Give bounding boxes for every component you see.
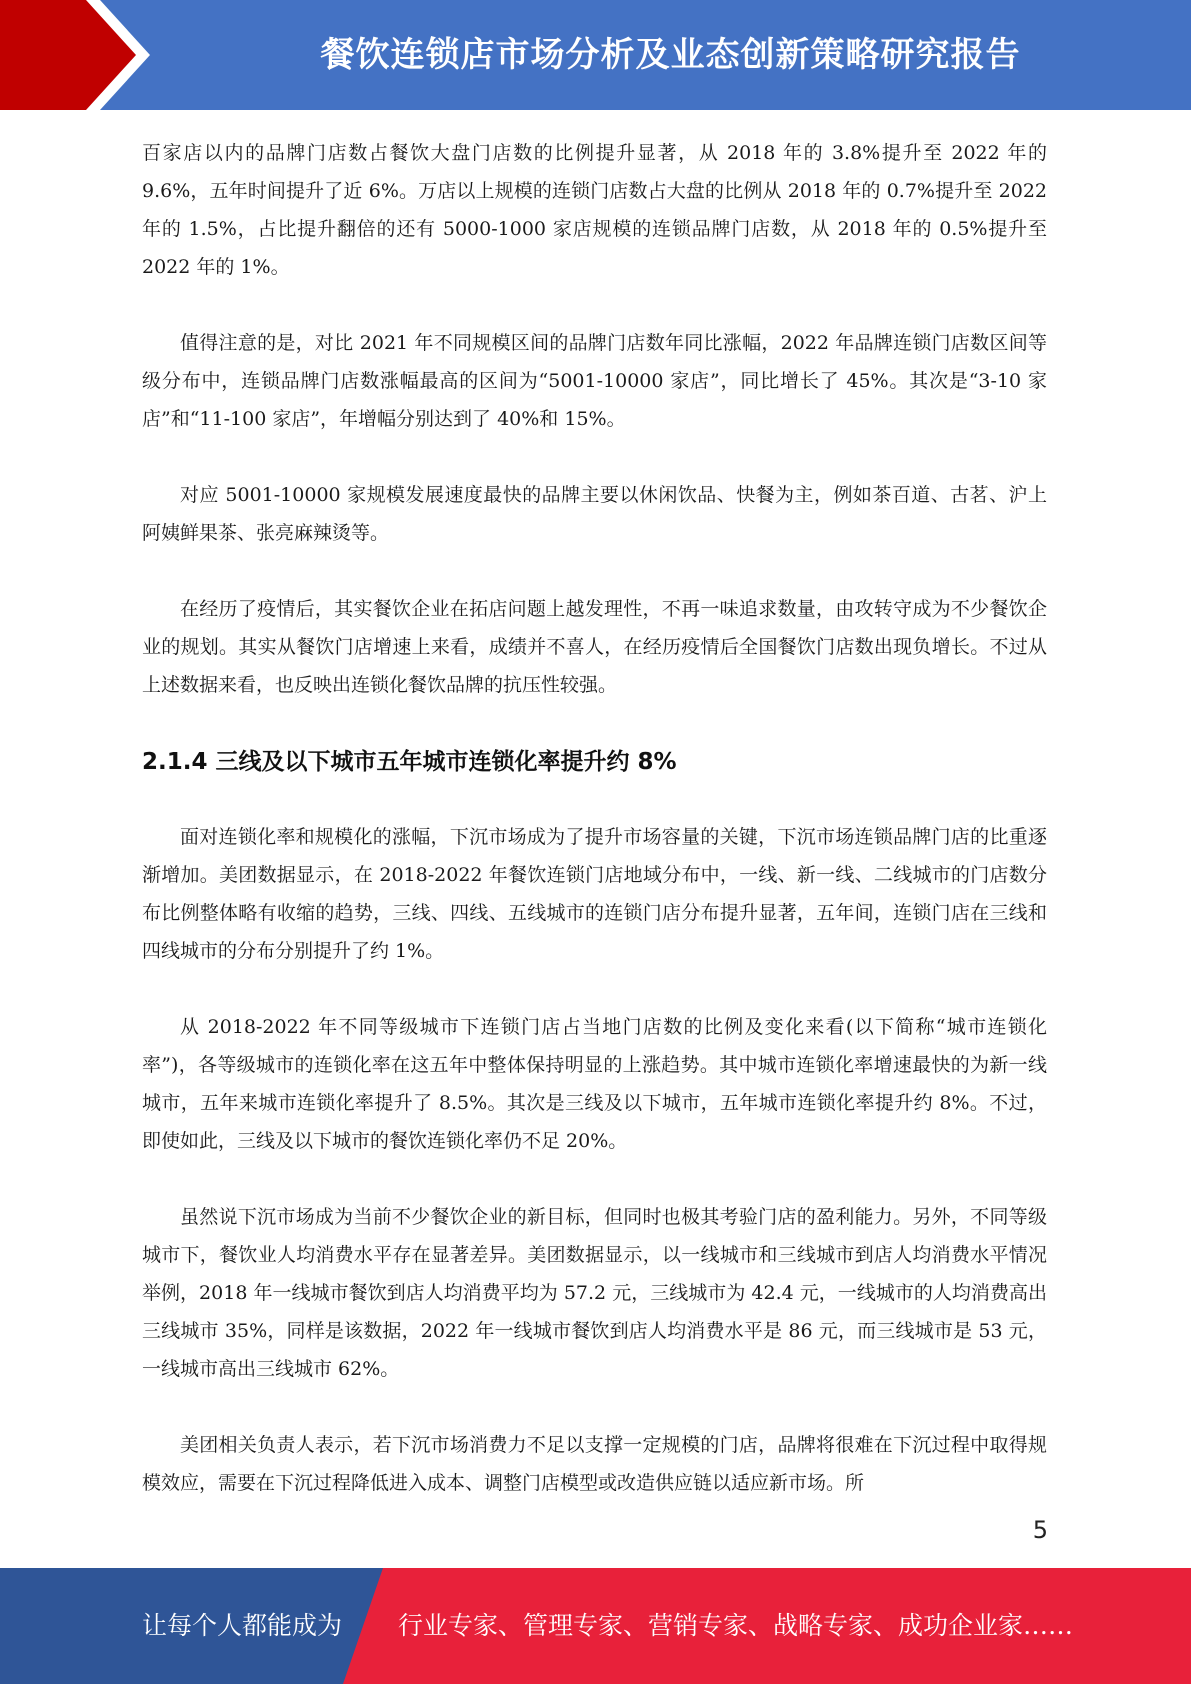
section-heading: 2.1.4 三线及以下城市五年城市连锁化率提升约 8% — [142, 749, 677, 775]
footer-slogan-right: 行业专家、管理专家、营销专家、战略专家、成功企业家…… — [398, 1611, 1074, 1640]
page-header — [0, 0, 1191, 110]
footer-slogan-left: 让每个人都能成为 — [142, 1611, 343, 1640]
header-chevron-decoration — [0, 0, 160, 110]
paragraph-6: 从 2018-2022 年不同等级城市下连锁门店占当地门店数的比例及变化来看(以下简称“城市连锁化率”)，各等级城市的连锁化率在这五年中整体保持明显的上涨趋势。其中城市连锁化率增速最快的为新一线城市，五年来城市连锁化率提升了 8.5%。其次是三线及以下城市，五年城市连锁化率提升约 8%。不过，即使如此，三线及以下城市的餐饮连锁化率仍不足 20%。 — [142, 1016, 1047, 1152]
paragraph-5: 面对连锁化率和规模化的涨幅，下沉市场成为了提升市场容量的关键，下沉市场连锁品牌门店的比重逐渐增加。美团数据显示，在 2018-2022 年餐饮连锁门店地域分布中，一线、新一线、二线城市的门店数分布比例整体略有收缩的趋势，三线、四线、五线城市的连锁门店分布提升显著，五年间，连锁门店在三线和四线城市的分布分别提升了约 1%。 — [142, 826, 1047, 962]
report-title: 餐饮连锁店市场分析及业态创新策略研究报告 — [320, 35, 1021, 75]
paragraph-8: 美团相关负责人表示，若下沉市场消费力不足以支撑一定规模的门店，品牌将很难在下沉过程中取得规模效应，需要在下沉过程降低进入成本、调整门店模型或改造供应链以适应新市场。所 — [142, 1434, 1047, 1494]
paragraph-1: 百家店以内的品牌门店数占餐饮大盘门店数的比例提升显著，从 2018 年的 3.8%提升至 2022 年的 9.6%，五年时间提升了近 6%。万店以上规模的连锁门店数占大盘的比例从 2018 年的 0.7%提升至 2022 年的 1.5%，占比提升翻倍的还有 5000-1000 家店规模的连锁品牌门店数，从 2018 年的 0.5%提升至 2022 年的 1%。 — [142, 142, 1047, 278]
document-body — [142, 134, 1047, 1540]
paragraph-3: 对应 5001-10000 家规模发展速度最快的品牌主要以休闲饮品、快餐为主，例如茶百道、古茗、沪上阿姨鲜果茶、张亮麻辣烫等。 — [142, 484, 1047, 544]
paragraph-7: 虽然说下沉市场成为当前不少餐饮企业的新目标，但同时也极其考验门店的盈利能力。另外，不同等级城市下，餐饮业人均消费水平存在显著差异。美团数据显示，以一线城市和三线城市到店人均消费水平情况举例，2018 年一线城市餐饮到店人均消费平均为 57.2 元，三线城市为 42.4 元，一线城市的人均消费高出三线城市 35%，同样是该数据，2022 年一线城市餐饮到店人均消费水平是 86 元，而三线城市是 53 元，一线城市高出三线城市 62%。 — [142, 1206, 1047, 1380]
paragraph-4: 在经历了疫情后，其实餐饮企业在拓店问题上越发理性，不再一味追求数量，由攻转守成为不少餐饮企业的规划。其实从餐饮门店增速上来看，成绩并不喜人，在经历疫情后全国餐饮门店数出现负增长。不过从上述数据来看，也反映出连锁化餐饮品牌的抗压性较强。 — [142, 598, 1047, 696]
page-footer — [0, 1568, 1191, 1684]
paragraph-2: 值得注意的是，对比 2021 年不同规模区间的品牌门店数年同比涨幅，2022 年品牌连锁门店数区间等级分布中，连锁品牌门店数涨幅最高的区间为“5001-10000 家店”，同比增长了 45%。其次是“3-10 家店”和“11-100 家店”，年增幅分别达到了 40%和 15%。 — [142, 332, 1047, 430]
page-number: 5 — [1032, 1516, 1048, 1544]
